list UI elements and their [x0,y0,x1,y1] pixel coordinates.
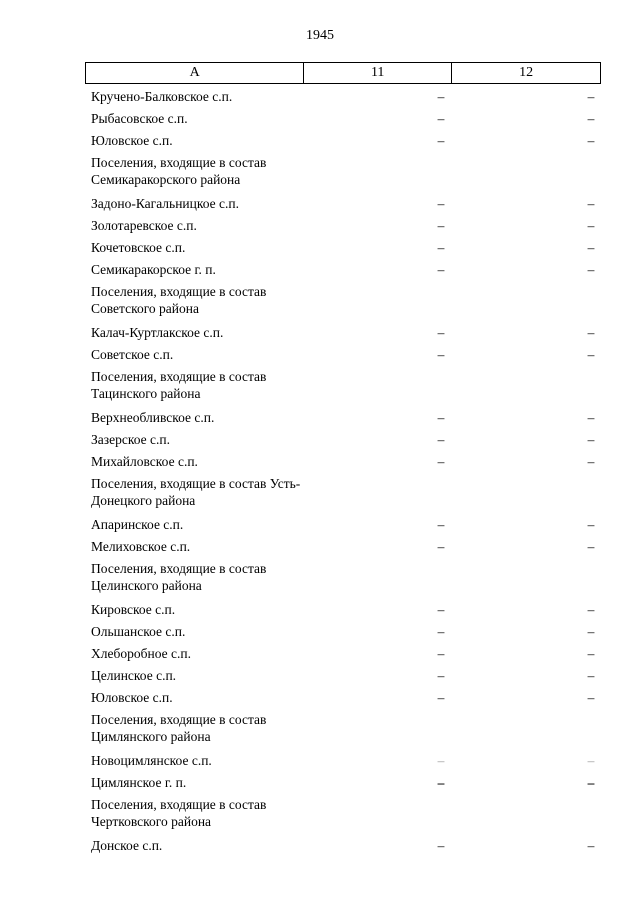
group-heading-label: Поселения, входящие в состав Целинского района [91,561,267,593]
settlement-name: Кручено-Балковское с.п. [91,89,233,104]
group-heading-label: Поселения, входящие в состав Тацинского района [91,369,267,401]
cell-col-11: – [437,668,445,683]
settlement-name: Юловское с.п. [91,690,173,705]
cell-col-12: – [587,517,595,532]
table-row [91,516,601,538]
cell-col-11: – [437,111,445,126]
cell-col-12: – [587,454,595,469]
group-heading-row [91,560,601,601]
cell-col-11: – [437,454,445,469]
settlement-name: Калач-Куртлакское с.п. [91,325,224,340]
cell-col-12: – [587,668,595,683]
header-col-11: 11 [304,63,452,84]
settlement-name: Задоно-Кагальницкое с.п. [91,196,239,211]
table-row [91,195,601,217]
cell-col-11: – [437,602,445,617]
group-heading-row [91,711,601,752]
cell-col-11: – [437,775,445,790]
cell-col-11: – [437,133,445,148]
cell-col-11: – [437,838,445,853]
table-row [91,689,601,711]
cell-col-11: – [437,89,445,104]
cell-col-11: – [437,539,445,554]
settlement-name: Верхнеобливское с.п. [91,410,215,425]
table-row [91,538,601,560]
group-heading-label: Поселения, входящие в состав Семикаракорского района [91,155,267,187]
table-row [91,88,601,110]
header-row [86,63,601,84]
table-row [91,239,601,261]
settlement-name: Семикаракорское г. п. [91,262,216,277]
cell-col-11: – [437,218,445,233]
table-row [91,667,601,689]
group-heading-label: Поселения, входящие в состав Усть-Донецкого района [91,476,301,508]
table-row [91,645,601,667]
cell-col-11: – [437,624,445,639]
group-heading-row [91,283,601,324]
table-row [91,110,601,132]
settlement-name: Советское с.п. [91,347,174,362]
cell-col-11: – [437,325,445,340]
table-row [91,752,601,774]
cell-col-11: – [437,262,445,277]
group-heading-label: Поселения, входящие в состав Чертковского района [91,797,267,829]
cell-col-11: – [437,690,445,705]
table-body [91,88,601,859]
table-row [91,217,601,239]
table-row [91,324,601,346]
cell-col-12: – [587,262,595,277]
settlement-name: Мелиховское с.п. [91,539,191,554]
cell-col-12: – [587,838,595,853]
table-row [91,623,601,645]
cell-col-12: – [587,624,595,639]
cell-col-12: – [587,218,595,233]
settlement-name: Золотаревское с.п. [91,218,197,233]
table-row [91,774,601,796]
cell-col-12: – [587,690,595,705]
cell-col-12: – [587,432,595,447]
settlement-name: Ольшанское с.п. [91,624,186,639]
header-col-12: 12 [452,63,601,84]
settlement-name: Михайловское с.п. [91,454,198,469]
group-heading-row [91,368,601,409]
cell-col-12: – [587,539,595,554]
cell-col-11: – [437,517,445,532]
cell-col-12: – [587,240,595,255]
table-row [91,409,601,431]
header-col-a: А [86,63,304,84]
settlement-name: Хлеборобное с.п. [91,646,191,661]
table-row [91,837,601,859]
cell-col-11: – [437,410,445,425]
table-row [91,261,601,283]
cell-col-12: – [587,89,595,104]
table-row [91,601,601,623]
cell-col-12: – [587,753,595,768]
cell-col-11: – [437,196,445,211]
cell-col-11: – [437,753,445,768]
cell-col-12: – [587,775,595,790]
cell-col-12: – [587,602,595,617]
table-row [91,431,601,453]
group-heading-label: Поселения, входящие в состав Советского района [91,284,267,316]
settlement-name: Донское с.п. [91,838,163,853]
cell-col-12: – [587,325,595,340]
table-header [85,62,601,84]
cell-col-12: – [587,196,595,211]
cell-col-11: – [437,646,445,661]
settlement-name: Кировское с.п. [91,602,176,617]
settlement-name: Юловское с.п. [91,133,173,148]
settlement-name: Новоцимлянское с.п. [91,753,212,768]
group-heading-row [91,796,601,837]
settlement-name: Зазерское с.п. [91,432,170,447]
settlement-name: Цимлянское г. п. [91,775,187,790]
cell-col-12: – [587,410,595,425]
cell-col-12: – [587,133,595,148]
settlement-name: Кочетовское с.п. [91,240,186,255]
cell-col-12: – [587,111,595,126]
group-heading-row [91,154,601,195]
table-row [91,132,601,154]
settlement-name: Рыбасовское с.п. [91,111,188,126]
page-number: 1945 [306,28,334,43]
table-row [91,346,601,368]
group-heading-row [91,475,601,516]
group-heading-label: Поселения, входящие в состав Цимлянского района [91,712,267,744]
cell-col-12: – [587,646,595,661]
settlement-name: Апаринское с.п. [91,517,184,532]
table-row [91,453,601,475]
cell-col-11: – [437,240,445,255]
cell-col-11: – [437,432,445,447]
settlement-name: Целинское с.п. [91,668,177,683]
cell-col-12: – [587,347,595,362]
cell-col-11: – [437,347,445,362]
